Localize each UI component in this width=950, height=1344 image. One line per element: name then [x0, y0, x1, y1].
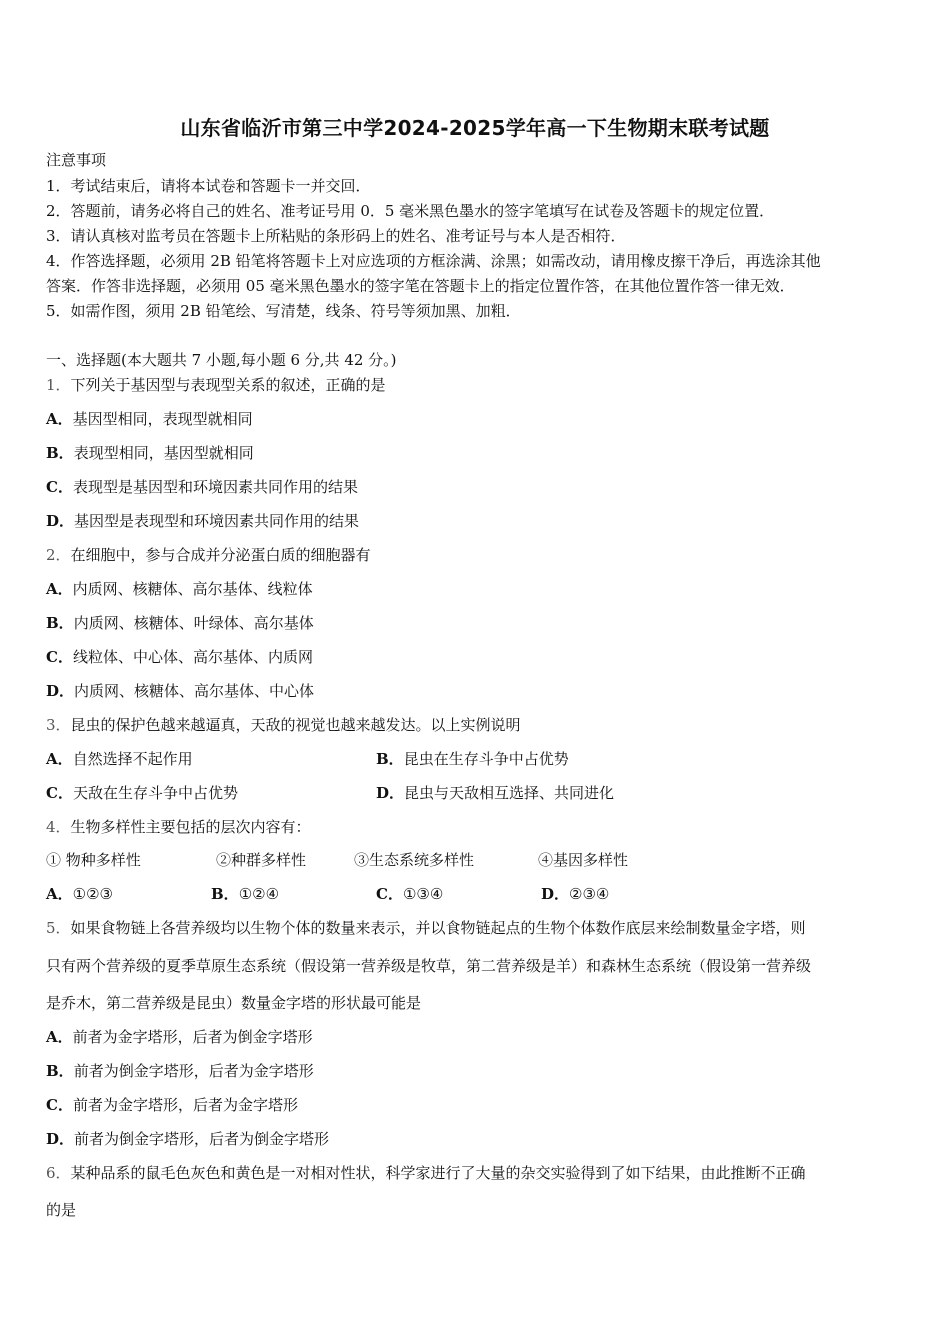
option-a: [46, 884, 113, 904]
option-letter: A．: [46, 1028, 73, 1046]
option-d: [46, 681, 314, 701]
option-d: [376, 783, 614, 803]
question-stem: 如果食物链上各营养级均以生物个体的数量来表示，并以食物链起点的生物个体数作底层来绘制数量金字塔，则: [70, 919, 806, 937]
question-number: 5．: [46, 919, 71, 937]
option-text: 天敌在生存斗争中占优势: [72, 784, 238, 802]
notice-heading: 注意事项: [46, 151, 107, 169]
option-text: 线粒体、中心体、高尔基体、内质网: [72, 648, 313, 666]
option-text: 前者为倒金字塔形，后者为金字塔形: [73, 1062, 314, 1080]
option-letter: D．: [46, 682, 75, 700]
question-number: 1．: [46, 376, 71, 394]
option-letter: C．: [46, 478, 73, 496]
option-text: ②③④: [569, 885, 610, 903]
option-text: 基因型是表现型和环境因素共同作用的结果: [74, 512, 360, 530]
option-letter: B．: [211, 885, 239, 903]
option-c: [46, 1095, 298, 1115]
option-text: 基因型相同，表现型就相同: [72, 410, 253, 428]
question-stem-line: 只有两个营养级的夏季草原生态系统（假设第一营养级是牧草，第二营养级是羊）和森林生态系统（假设第一营养级: [46, 957, 812, 975]
question-stem: 下列关于基因型与表现型关系的叙述，正确的是: [70, 376, 386, 394]
option-letter: A．: [46, 750, 73, 768]
option-text: 内质网、核糖体、高尔基体、线粒体: [72, 580, 313, 598]
notice-item: 4．作答选择题，必须用 2B 铅笔将答题卡上对应选项的方框涂满、涂黑；如需改动，请用橡皮擦干净后，再选涂其他: [46, 252, 821, 270]
option-letter: D．: [46, 512, 75, 530]
option-letter: B．: [46, 614, 74, 632]
option-letter: C．: [46, 784, 73, 802]
question-number: 2．: [46, 546, 71, 564]
option-text: 昆虫在生存斗争中占优势: [403, 750, 569, 768]
option-letter: A．: [46, 885, 73, 903]
question-number: 3．: [46, 716, 71, 734]
question-4: [46, 817, 311, 837]
option-letter: B．: [46, 444, 74, 462]
q4-item: ②种群多样性: [216, 851, 307, 869]
notice-item: 3．请认真核对监考员在答题卡上所粘贴的条形码上的姓名、准考证号与本人是否相符．: [46, 227, 626, 245]
question-stem: 昆虫的保护色越来越逼真，天敌的视觉也越来越发达。以上实例说明: [70, 716, 521, 734]
option-letter: C．: [376, 885, 403, 903]
option-b: [46, 443, 254, 463]
option-text: 自然选择不起作用: [72, 750, 193, 768]
question-2: [46, 545, 371, 565]
question-stem-line: 是乔木，第二营养级是昆虫）数量金字塔的形状最可能是: [46, 994, 422, 1012]
option-a: [46, 579, 313, 599]
option-b: [46, 613, 314, 633]
option-letter: C．: [46, 648, 73, 666]
q4-item: ④基因多样性: [538, 851, 629, 869]
question-stem: 某种品系的鼠毛色灰色和黄色是一对相对性状，科学家进行了大量的杂交实验得到了如下结果，由此推断不正确: [70, 1164, 806, 1182]
option-text: 表现型相同，基因型就相同: [73, 444, 254, 462]
option-letter: D．: [46, 1130, 75, 1148]
question-6: [46, 1163, 806, 1183]
option-letter: B．: [46, 1062, 74, 1080]
option-b: [46, 1061, 314, 1081]
q4-item: ① 物种多样性: [46, 851, 141, 869]
option-text: 表现型是基因型和环境因素共同作用的结果: [72, 478, 358, 496]
option-letter: D．: [541, 885, 570, 903]
option-text: 前者为金字塔形，后者为倒金字塔形: [72, 1028, 313, 1046]
notice-item: 5．如需作图，须用 2B 铅笔绘、写清楚，线条、符号等须加黑、加粗．: [46, 302, 521, 320]
option-letter: A．: [46, 410, 73, 428]
option-text: 前者为倒金字塔形，后者为倒金字塔形: [74, 1130, 330, 1148]
option-a: [46, 749, 193, 769]
notice-item: 2．答题前，请务必将自己的姓名、准考证号用 0．5 毫米黑色墨水的签字笔填写在试卷及答题卡的规定位置．: [46, 202, 775, 220]
question-5: [46, 918, 806, 938]
option-letter: A．: [46, 580, 73, 598]
option-text: 内质网、核糖体、高尔基体、中心体: [74, 682, 315, 700]
option-letter: B．: [376, 750, 404, 768]
option-text: 前者为金字塔形，后者为金字塔形: [72, 1096, 298, 1114]
question-number: 6．: [46, 1164, 71, 1182]
question-number: 4．: [46, 818, 71, 836]
notice-item: 答案．作答非选择题，必须用 05 毫米黑色墨水的签字笔在答题卡上的指定位置作答，在其他位置作答一律无效．: [46, 277, 795, 295]
question-1: [46, 375, 386, 395]
option-letter: C．: [46, 1096, 73, 1114]
option-text: 昆虫与天敌相互选择、共同进化: [404, 784, 615, 802]
option-c: [46, 783, 238, 803]
section-heading: 一、选择题(本大题共 7 小题,每小题 6 分,共 42 分。): [46, 351, 397, 369]
question-3: [46, 715, 521, 735]
option-c: [376, 884, 443, 904]
option-d: [46, 511, 359, 531]
option-a: [46, 1027, 313, 1047]
option-text: ①③④: [402, 885, 444, 903]
option-b: [211, 884, 279, 904]
option-b: [376, 749, 569, 769]
question-stem-line: 的是: [46, 1201, 77, 1219]
page-title: 山东省临沂市第三中学2024-2025学年高一下生物期末联考试题: [180, 116, 770, 140]
option-text: ①②④: [238, 885, 280, 903]
option-letter: D．: [376, 784, 405, 802]
option-text: 内质网、核糖体、叶绿体、高尔基体: [73, 614, 314, 632]
question-stem: 在细胞中，参与合成并分泌蛋白质的细胞器有: [70, 546, 371, 564]
question-stem: 生物多样性主要包括的层次内容有：: [70, 818, 311, 836]
q4-item: ③生态系统多样性: [354, 851, 475, 869]
option-d: [541, 884, 609, 904]
notice-item: 1．考试结束后，请将本试卷和答题卡一并交回．: [46, 177, 371, 195]
option-a: [46, 409, 253, 429]
option-text: ①②③: [72, 885, 113, 903]
option-c: [46, 647, 313, 667]
option-d: [46, 1129, 329, 1149]
option-c: [46, 477, 358, 497]
